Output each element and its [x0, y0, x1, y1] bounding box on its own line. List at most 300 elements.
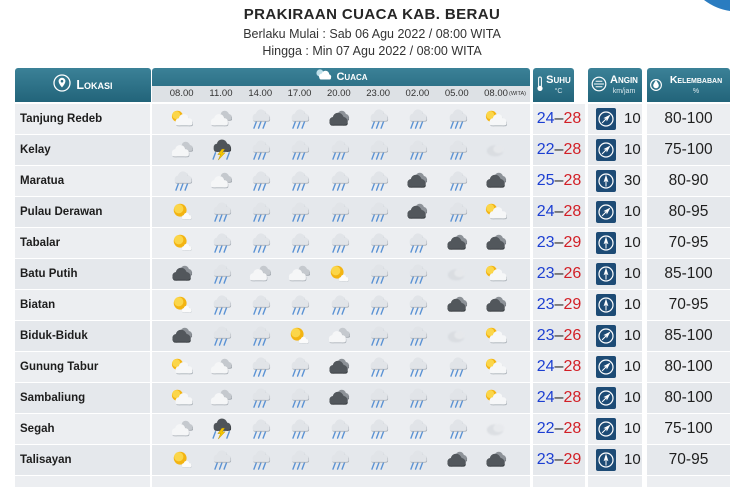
haze-icon: [476, 418, 515, 440]
light-rain-icon: [201, 294, 240, 316]
light-rain-icon: [359, 232, 398, 254]
weather-cell: [152, 259, 530, 289]
light-rain-icon: [280, 139, 319, 161]
location-name: Sambaliung: [20, 392, 86, 404]
wind-direction-icon: [596, 201, 616, 223]
temp-max: 28: [563, 141, 582, 158]
light-rain-icon: [201, 201, 240, 223]
light-rain-icon: [319, 232, 358, 254]
location-cell: [15, 259, 150, 289]
humidity-cell: [647, 228, 730, 258]
thermometer-icon: [536, 76, 544, 97]
wind-speed: 30: [624, 172, 641, 189]
wind-cell: [588, 135, 642, 165]
light-rain-icon: [241, 325, 280, 347]
light-rain-icon: [280, 108, 319, 130]
light-rain-icon: [241, 356, 280, 378]
humidity-value: 80-100: [664, 389, 713, 406]
table-row: [15, 104, 730, 134]
light-rain-icon: [280, 170, 319, 192]
sun-cloud-icon: [162, 201, 201, 223]
humidity-cell: [647, 476, 730, 487]
cloud-sun-icon: [476, 201, 515, 223]
location-name: Pulau Derawan: [20, 206, 103, 218]
light-rain-icon: [398, 263, 437, 285]
cloud-sun-icon: [162, 356, 201, 378]
light-rain-icon: [437, 108, 476, 130]
temp-separator: –: [554, 327, 564, 344]
time-zone-suffix: (WITA): [509, 91, 527, 97]
location-cell: [15, 104, 150, 134]
header-temperature-label: Suhu: [546, 74, 571, 86]
light-rain-icon: [398, 325, 437, 347]
humidity-value: 80-90: [668, 172, 709, 189]
temp-max: 28: [563, 420, 582, 437]
temp-separator: –: [554, 296, 564, 313]
wind-direction-icon: [596, 449, 616, 471]
cloud-sun-icon: [476, 263, 515, 285]
light-rain-icon: [437, 356, 476, 378]
weather-cell: [152, 352, 530, 382]
temp-separator: –: [554, 451, 564, 468]
temp-separator: –: [554, 234, 564, 251]
wind-direction-icon: [596, 356, 616, 378]
cloud-sun-icon: [476, 108, 515, 130]
light-rain-icon: [201, 232, 240, 254]
temp-max: 28: [563, 389, 582, 406]
wind-speed: 10: [624, 110, 641, 127]
light-rain-icon: [241, 108, 280, 130]
light-rain-icon: [398, 139, 437, 161]
header-weather: [152, 68, 530, 102]
cloudy-icon: [280, 263, 319, 285]
light-rain-icon: [201, 325, 240, 347]
time-slot: 11.00: [209, 88, 233, 99]
wind-cell: [588, 259, 642, 289]
light-rain-icon: [398, 356, 437, 378]
light-rain-icon: [437, 170, 476, 192]
light-rain-icon: [280, 356, 319, 378]
overcast-icon: [319, 108, 358, 130]
location-cell: [15, 476, 150, 487]
wind-direction-icon: [596, 387, 616, 409]
temperature-cell: [533, 104, 585, 134]
wind-direction-icon: [596, 263, 616, 285]
weather-cell: [152, 445, 530, 475]
table-row: [15, 197, 730, 227]
temperature-cell: [533, 476, 585, 487]
wind-speed: 10: [624, 296, 641, 313]
temp-max: 28: [563, 358, 582, 375]
humidity-value: 85-100: [664, 327, 713, 344]
light-rain-icon: [162, 170, 201, 192]
sun-cloud-icon: [280, 325, 319, 347]
temp-max: 26: [563, 265, 582, 282]
sun-cloud-icon: [162, 232, 201, 254]
header-humidity: [647, 68, 730, 102]
weather-cloud-icon: [314, 68, 332, 86]
temp-min: 24: [536, 358, 555, 375]
temp-separator: –: [554, 420, 564, 437]
wind-direction-icon: [596, 418, 616, 440]
wind-speed: 10: [624, 358, 641, 375]
temp-separator: –: [554, 203, 564, 220]
location-cell: [15, 228, 150, 258]
light-rain-icon: [319, 139, 358, 161]
table-row: [15, 352, 730, 382]
weather-cell: [152, 414, 530, 444]
light-rain-icon: [319, 294, 358, 316]
light-rain-icon: [319, 201, 358, 223]
header-humidity-label: Kelembaban: [669, 74, 723, 86]
wind-speed: 10: [624, 451, 641, 468]
cloudy-icon: [319, 325, 358, 347]
page-title: PRAKIRAAN CUACA KAB. BERAU: [243, 6, 501, 23]
overcast-icon: [476, 232, 515, 254]
light-rain-icon: [241, 387, 280, 409]
header-humidity-unit: %: [692, 88, 700, 95]
weather-cell: [152, 228, 530, 258]
light-rain-icon: [359, 294, 398, 316]
table-row: [15, 290, 730, 320]
wind-direction-icon: [596, 170, 616, 192]
table-row: [15, 321, 730, 351]
location-name: Tabalar: [20, 237, 61, 249]
temp-separator: –: [554, 141, 564, 158]
light-rain-icon: [359, 139, 398, 161]
location-cell: [15, 352, 150, 382]
overcast-icon: [398, 170, 437, 192]
temp-separator: –: [554, 110, 564, 127]
time-slot: 08.00: [169, 88, 194, 99]
light-rain-icon: [201, 449, 240, 471]
light-rain-icon: [280, 232, 319, 254]
location-cell: [15, 445, 150, 475]
haze-icon: [437, 325, 476, 347]
temp-min: 23: [536, 296, 555, 313]
wind-cell: [588, 104, 642, 134]
temperature-cell: [533, 290, 585, 320]
temp-separator: –: [554, 172, 564, 189]
light-rain-icon: [398, 108, 437, 130]
valid-until-text: Hingga : Min 07 Agu 2022 / 08:00 WITA: [262, 44, 482, 58]
location-cell: [15, 135, 150, 165]
header-temperature-unit: °C: [554, 88, 563, 95]
temp-separator: –: [554, 358, 564, 375]
overcast-icon: [319, 387, 358, 409]
thunderstorm-icon: [201, 139, 240, 161]
humidity-value: 70-95: [668, 296, 709, 313]
humidity-cell: [647, 104, 730, 134]
haze-icon: [437, 263, 476, 285]
weather-cell: [152, 104, 530, 134]
header-location-label: Lokasi: [76, 78, 113, 92]
temp-max: 28: [563, 172, 582, 189]
humidity-value: 70-95: [668, 234, 709, 251]
humidity-cell: [647, 290, 730, 320]
overcast-icon: [162, 325, 201, 347]
corner-decoration: [704, 0, 730, 12]
location-cell: [15, 321, 150, 351]
temp-max: 28: [563, 203, 582, 220]
weather-cell: [152, 290, 530, 320]
light-rain-icon: [280, 449, 319, 471]
overcast-icon: [476, 170, 515, 192]
header-wind: [588, 68, 642, 102]
thunderstorm-icon: [201, 418, 240, 440]
wind-cell: [588, 414, 642, 444]
weather-cell: [152, 135, 530, 165]
light-rain-icon: [398, 232, 437, 254]
cloudy-icon: [201, 170, 240, 192]
temperature-cell: [533, 166, 585, 196]
wind-direction-icon: [596, 325, 616, 347]
humidity-cell: [647, 166, 730, 196]
location-name: Maratua: [20, 175, 65, 187]
humidity-value: 75-100: [664, 420, 713, 437]
humidity-value: 80-100: [664, 110, 713, 127]
time-slot: 14.00: [248, 88, 273, 99]
temperature-cell: [533, 383, 585, 413]
light-rain-icon: [437, 201, 476, 223]
weather-cell: [152, 166, 530, 196]
wind-speed: 10: [624, 420, 641, 437]
wind-cell: [588, 352, 642, 382]
humidity-cell: [647, 414, 730, 444]
time-slots: [152, 86, 530, 102]
temperature-cell: [533, 445, 585, 475]
cloud-sun-icon: [476, 356, 515, 378]
table-row: [15, 259, 730, 289]
humidity-cell: [647, 445, 730, 475]
temp-min: 23: [536, 265, 555, 282]
weather-cell: [152, 321, 530, 351]
cloud-sun-icon: [162, 108, 201, 130]
light-rain-icon: [319, 449, 358, 471]
light-rain-icon: [241, 294, 280, 316]
temp-min: 24: [536, 203, 555, 220]
light-rain-icon: [359, 201, 398, 223]
location-name: Segah: [20, 423, 55, 435]
light-rain-icon: [241, 449, 280, 471]
humidity-value: 85-100: [664, 265, 713, 282]
wind-direction-icon: [596, 294, 616, 316]
cloudy-icon: [162, 418, 201, 440]
location-cell: [15, 290, 150, 320]
location-cell: [15, 383, 150, 413]
overcast-icon: [437, 294, 476, 316]
wind-cell: [588, 445, 642, 475]
humidity-value: 80-100: [664, 358, 713, 375]
humidity-cell: [647, 135, 730, 165]
wind-icon: [591, 76, 607, 97]
humidity-value: 70-95: [668, 451, 709, 468]
light-rain-icon: [398, 294, 437, 316]
temperature-cell: [533, 228, 585, 258]
temperature-cell: [533, 135, 585, 165]
wind-speed: 10: [624, 203, 641, 220]
humidity-value: 80-95: [668, 203, 709, 220]
location-name: Batu Putih: [20, 268, 78, 280]
light-rain-icon: [241, 139, 280, 161]
humidity-cell: [647, 352, 730, 382]
wind-speed: 10: [624, 234, 641, 251]
humidity-cell: [647, 259, 730, 289]
light-rain-icon: [437, 139, 476, 161]
light-rain-icon: [398, 418, 437, 440]
humidity-cell: [647, 197, 730, 227]
temp-max: 29: [563, 296, 582, 313]
temp-min: 23: [536, 234, 555, 251]
location-name: Tanjung Redeb: [20, 113, 103, 125]
wind-cell: [588, 383, 642, 413]
temperature-cell: [533, 414, 585, 444]
header-wind-unit: km/jam: [612, 88, 636, 95]
cloudy-icon: [201, 387, 240, 409]
location-name: Biatan: [20, 299, 56, 311]
cloudy-icon: [162, 139, 201, 161]
temp-separator: –: [554, 389, 564, 406]
weather-cell: [152, 476, 530, 487]
temperature-cell: [533, 321, 585, 351]
temp-min: 24: [536, 389, 555, 406]
valid-from-text: Berlaku Mulai : Sab 06 Agu 2022 / 08:00 WITA: [243, 27, 501, 41]
cloudy-icon: [201, 356, 240, 378]
header-weather-title: [152, 68, 530, 86]
haze-icon: [476, 139, 515, 161]
light-rain-icon: [437, 418, 476, 440]
light-rain-icon: [280, 201, 319, 223]
header-wind-label: Angin: [610, 74, 638, 86]
wind-speed: 10: [624, 327, 641, 344]
light-rain-icon: [319, 170, 358, 192]
light-rain-icon: [241, 418, 280, 440]
cloud-sun-icon: [162, 387, 201, 409]
header-wind-text: [607, 74, 641, 98]
cloudy-icon: [241, 263, 280, 285]
light-rain-icon: [359, 170, 398, 192]
temp-max: 26: [563, 327, 582, 344]
cloud-sun-icon: [476, 325, 515, 347]
time-slot: 23.00: [366, 88, 391, 99]
cloudy-icon: [201, 108, 240, 130]
location-pin-icon: [53, 74, 71, 97]
light-rain-icon: [319, 418, 358, 440]
light-rain-icon: [359, 387, 398, 409]
overcast-icon: [476, 294, 515, 316]
temp-max: 28: [563, 110, 582, 127]
light-rain-icon: [359, 325, 398, 347]
light-rain-icon: [359, 263, 398, 285]
light-rain-icon: [241, 201, 280, 223]
light-rain-icon: [280, 418, 319, 440]
light-rain-icon: [359, 108, 398, 130]
temperature-cell: [533, 352, 585, 382]
overcast-icon: [162, 263, 201, 285]
wind-direction-icon: [596, 108, 616, 130]
temp-min: 23: [536, 327, 555, 344]
temp-min: 22: [536, 420, 555, 437]
weather-cell: [152, 197, 530, 227]
overcast-icon: [476, 449, 515, 471]
humidity-cell: [647, 321, 730, 351]
wind-direction-icon: [596, 139, 616, 161]
temp-min: 25: [536, 172, 555, 189]
wind-cell: [588, 290, 642, 320]
time-slot: 02.00: [405, 88, 430, 99]
humidity-cell: [647, 383, 730, 413]
overcast-icon: [437, 449, 476, 471]
temp-max: 29: [563, 234, 582, 251]
sun-cloud-icon: [162, 294, 201, 316]
wind-cell: [588, 228, 642, 258]
light-rain-icon: [201, 263, 240, 285]
weather-cell: [152, 383, 530, 413]
location-cell: [15, 414, 150, 444]
light-rain-icon: [398, 449, 437, 471]
table-row: [15, 166, 730, 196]
table-row: [15, 414, 730, 444]
light-rain-icon: [437, 387, 476, 409]
light-rain-icon: [241, 232, 280, 254]
table-row: [15, 228, 730, 258]
light-rain-icon: [398, 387, 437, 409]
humidity-value: 75-100: [664, 141, 713, 158]
sun-cloud-icon: [162, 449, 201, 471]
temperature-cell: [533, 259, 585, 289]
wind-cell: [588, 197, 642, 227]
location-name: Biduk-Biduk: [20, 330, 88, 342]
table-row: [15, 135, 730, 165]
overcast-icon: [437, 232, 476, 254]
time-slot: 08.00: [484, 88, 508, 99]
temp-min: 24: [536, 110, 555, 127]
time-slot: 20.00: [326, 88, 351, 99]
table-row: [15, 445, 730, 475]
table-row-partial: [15, 476, 730, 487]
location-name: Talisayan: [20, 454, 72, 466]
temp-separator: –: [554, 265, 564, 282]
wind-speed: 10: [624, 265, 641, 282]
header-weather-label: Cuaca: [336, 71, 368, 83]
time-slot: 17.00: [287, 88, 312, 99]
wind-cell: [588, 476, 642, 487]
light-rain-icon: [359, 449, 398, 471]
wind-direction-icon: [596, 232, 616, 254]
header-location: [15, 68, 151, 102]
time-slot: 05.00: [444, 88, 469, 99]
temp-min: 22: [536, 141, 555, 158]
humidity-droplet-icon: [650, 76, 662, 97]
wind-cell: [588, 321, 642, 351]
temp-min: 23: [536, 451, 555, 468]
header-temperature-text: [544, 74, 573, 98]
table-row: [15, 383, 730, 413]
temperature-cell: [533, 197, 585, 227]
header-humidity-text: [662, 74, 730, 98]
location-name: Kelay: [20, 144, 51, 156]
location-cell: [15, 166, 150, 196]
sun-cloud-icon: [319, 263, 358, 285]
location-cell: [15, 197, 150, 227]
overcast-icon: [319, 356, 358, 378]
cloud-sun-icon: [476, 387, 515, 409]
temp-max: 29: [563, 451, 582, 468]
light-rain-icon: [359, 418, 398, 440]
wind-cell: [588, 166, 642, 196]
light-rain-icon: [241, 170, 280, 192]
overcast-icon: [398, 201, 437, 223]
